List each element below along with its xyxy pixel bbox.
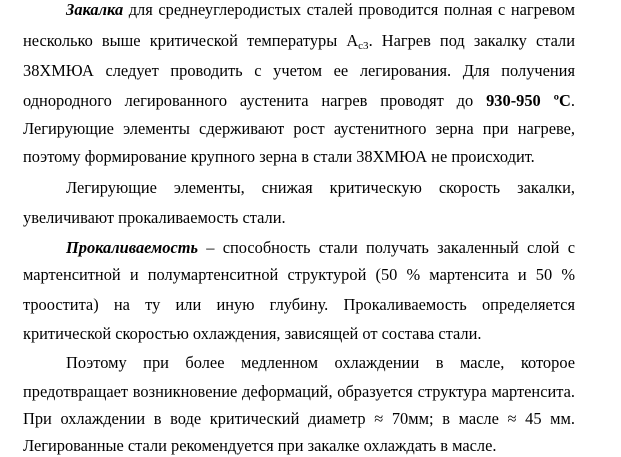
term-prokalivaemost: Прокаливаемость [66, 238, 198, 257]
subscript-c3: с3 [358, 40, 369, 52]
paragraph-2-line-1: Легирующие элементы, снижая критическую скорость закалки, [66, 178, 575, 197]
paragraph-3-line-1: Прокаливаемость – способность стали получать закаленный слой с [66, 238, 575, 257]
paragraph-1-line-5: Легирующие элементы сдерживают рост аустенитного зерна при нагреве, [23, 119, 575, 138]
paragraph-3-line-2: мартенситной и полумартенситной структурой (50 % мартенсита и 50 % [23, 265, 575, 284]
term-zakalka: Закалка [66, 0, 124, 19]
paragraph-1-line-2: несколько выше критической температуры $А_{с3}$. Нагрев под закалку стали [23, 31, 575, 52]
paragraph-3-line-3: троостита) на ту или иную глубину. Прокаливаемость определяется [23, 295, 575, 314]
paragraph-4-line-2: предотвращает возникновение деформаций, образуется структура мартенсита. [23, 382, 575, 401]
paragraph-1-line-4: однородного легированного аустенита нагрев проводят до 930-950 ºС. [23, 91, 575, 110]
paragraph-4-line-1: Поэтому при более медленном охлаждении в масле, которое [66, 353, 575, 372]
paragraph-3-line-4: критической скоростью охлаждения, зависящей от состава стали. [23, 324, 482, 343]
paragraph-1-line-1: Закалка для среднеуглеродистых сталей проводится полная с нагревом [66, 0, 575, 19]
paragraph-1-line-6: поэтому формирование крупного зерна в стали 38ХМЮА не происходит. [23, 147, 535, 166]
paragraph-4-line-4: Легированные стали рекомендуется при закалке охлаждать в масле. [23, 436, 497, 455]
paragraph-4-line-3: При охлаждении в воде критический диаметр ≈ 70мм; в масле ≈ 45 мм. [23, 409, 575, 428]
paragraph-2-line-2: увеличивают прокаливаемость стали. [23, 208, 286, 227]
temperature-value: 930-950 ºС [486, 91, 571, 110]
paragraph-1-line-3: 38ХМЮА следует проводить с учетом ее легирования. Для получения [23, 61, 575, 80]
